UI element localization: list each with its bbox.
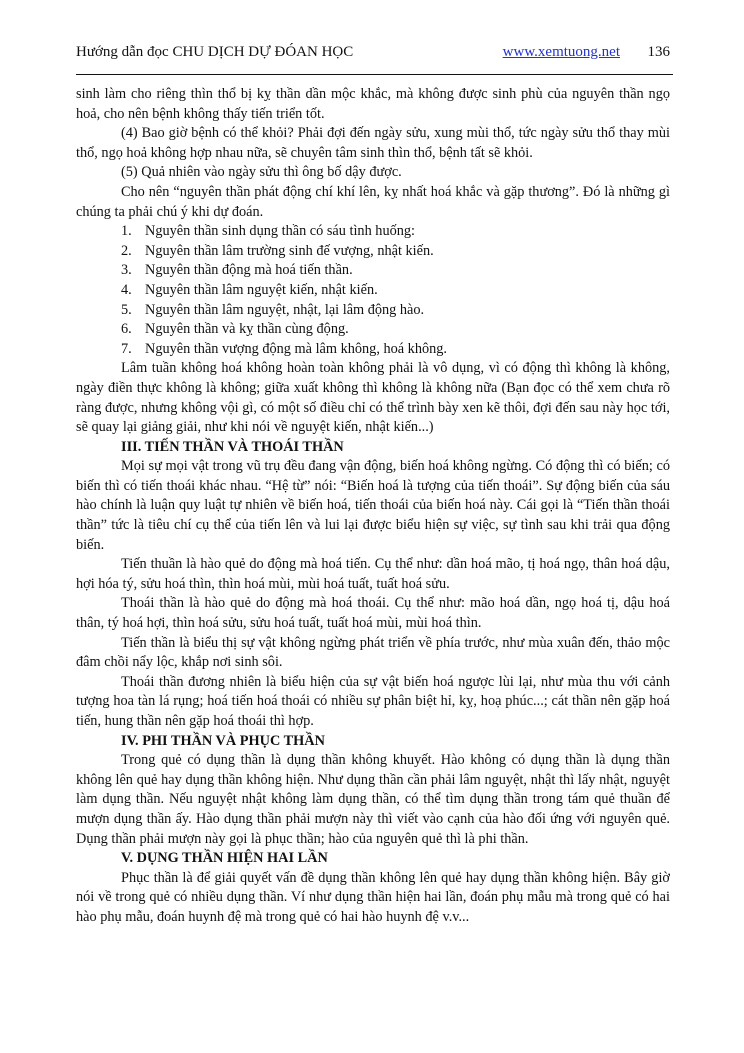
list-item [76, 301, 670, 321]
list-text: Nguyên thần lâm trường sinh đế vượng, nhật kiến. [145, 242, 434, 259]
list-number: 4. [121, 281, 132, 298]
list-text: Nguyên thần lâm nguyệt kiến, nhật kiến. [145, 281, 378, 298]
paragraph: (4) Bao giờ bệnh có thể khỏi? Phải đợi đến ngày sửu, xung mùi thổ, tức ngày sửu thổ thay mùi thổ, ngọ hoả không hợp nhau nữa, sẽ chuyên tâm sinh thìn thổ, bệnh tất sẽ khỏi. [76, 125, 670, 161]
numbered-list [76, 222, 670, 359]
list-text: Nguyên thần vượng động mà lâm không, hoá không. [145, 340, 448, 357]
paragraph: sinh làm cho riêng thìn thổ bị kỵ thần dần mộc khắc, mà không được sinh phù của nguyên thần ngọ hoả, cho nên bệnh không thấy tiến triển tốt. [76, 86, 670, 122]
list-number: 7. [121, 340, 132, 357]
list-item [76, 320, 670, 340]
list-item [76, 261, 670, 281]
paragraph: Cho nên “nguyên thần phát động chí khí lên, kỵ nhất hoá khắc và gặp thương”. Đó là những gì chúng ta phải chú ý khi dự đoán. [76, 183, 670, 220]
paragraph: Tiến thần là biểu thị sự vật không ngừng phát triển về phía trước, như mùa xuân đến, thảo mộc đâm chồi nẩy lộc, khắp nơi sinh sôi. [76, 634, 670, 671]
paragraph: Tiến thuần là hào quẻ do động mà hoá tiến. Cụ thể như: dần hoá mão, tị hoá ngọ, thân hoá dậu, hợi hóa tý, sửu hoá thìn, thìn hoá mùi, mùi hoá tuất, tuất hoá sửu. [76, 556, 670, 592]
list-text: Nguyên thần sinh dụng thần có sáu tình huống: [145, 223, 416, 240]
page-header [76, 44, 670, 66]
book-title: Hướng dẫn đọc CHU DỊCH DỰ ĐÓAN HỌC [76, 44, 354, 60]
list-text: Nguyên thần động mà hoá tiến thần. [145, 262, 353, 279]
page-body [76, 85, 670, 928]
list-text: Nguyên thần lâm nguyệt, nhật, lại lâm động hào. [145, 301, 425, 318]
list-number: 1. [121, 223, 132, 240]
paragraph: Lâm tuần không hoá không hoàn toàn không phải là vô dụng, vì có động thì không là không, ngày điền thực không là không; giữa xuất không thì không là không nữa (Bạn đọc có thể xem chưa rõ ràng được, nhưng không vội gì, có một số điều chỉ có thể trình bày xen kẽ thôi, đợi đến sau này học tới, sẽ quay lại giảng giải, như khi nói về nguyệt kiến, nhật kiến...) [76, 360, 670, 436]
paragraph: Thoái thần đương nhiên là biểu hiện của sự vật biến hoá ngược lùi lại, như mùa thu với cảnh tượng hoa tàn lá rụng; hoá tiến hoá thoái có nhiều sự phân biệt hỉ, kỵ, hoạ phúc...; cát thần nên gặp hoá tiến, hung thần nên gặp hoá thoái thì hợp. [76, 673, 670, 729]
list-text: Nguyên thần và kỵ thần cùng động. [145, 321, 349, 338]
paragraph: (5) Quả nhiên vào ngày sửu thì ông bố dậy được. [121, 164, 402, 181]
section-heading-v: V. DỤNG THẦN HIỆN HAI LẦN [121, 850, 328, 867]
list-item [76, 242, 670, 262]
page-number: 136 [647, 44, 670, 60]
section-heading-iii: III. TIẾN THẦN VÀ THOÁI THẦN [121, 438, 344, 455]
section-heading-iv: IV. PHI THẦN VÀ PHỤC THẦN [121, 732, 325, 749]
list-number: 2. [121, 242, 132, 259]
list-number: 3. [121, 262, 132, 279]
paragraph: Thoái thần là hào quẻ do động mà hoá thoái. Cụ thể như: mão hoá dần, ngọ hoá tị, dậu hoá thân, tý hoá hợi, thìn hoá sửu, sửu hoá tuất, tuất hoá mùi, mùi hoá thìn. [76, 595, 670, 632]
document-page [76, 44, 670, 928]
header-divider [76, 74, 673, 75]
list-number: 6. [121, 321, 132, 338]
website-link[interactable]: www.xemtuong.net [502, 44, 620, 60]
list-item [76, 222, 670, 242]
paragraph: Phục thần là để giải quyết vấn đề dụng thần không lên quẻ hay dụng thần không hiện. Bây giờ nói về trong quẻ có nhiều dụng thần. Ví như dụng thần hiện hai lần, đoán phụ mẫu mà trong quẻ có hai hào phụ mẫu, đoán huynh đệ mà trong quẻ có hai hào huynh đệ v.v... [76, 869, 670, 925]
list-item [76, 281, 670, 301]
list-number: 5. [121, 301, 132, 318]
paragraph: Mọi sự mọi vật trong vũ trụ đều đang vận động, biến hoá không ngừng. Có động thì có biến; có biến thì có tiến thoái khác nhau. “Hệ từ” nói: “Biến hoá là tượng của tiến thoái”. Sự động biến của sáu hào chính là luận quy luật tự nhiên về biến hoá, tiến thoái của biến hoá này. Cái gọi là “Tiến thần thoái thần” tức là tiêu chí cụ thể của tiến lên và lui lại được biểu hiện sự việc, sự tình sau khi trải qua động biến. [76, 458, 670, 553]
list-item [76, 340, 670, 360]
paragraph: Trong quẻ có dụng thần là dụng thần không khuyết. Hào không có dụng thần là dụng thần không lên quẻ hay dụng thần không hiện. Như dụng thần cần phải lâm nguyệt, nhật thì lấy nhật, nguyệt làm dụng thần. Nếu nguyệt nhật không làm dụng thần, có thể tìm dụng thần trong tám quẻ thuần để mượn dụng thần ấy. Hào dụng thần phải mượn này thì viết vào cạnh của hào đối ứng với nguyên quẻ. Dụng thần phải mượn này gọi là phục thần; hào của nguyên quẻ thì là phi thần. [76, 752, 670, 847]
